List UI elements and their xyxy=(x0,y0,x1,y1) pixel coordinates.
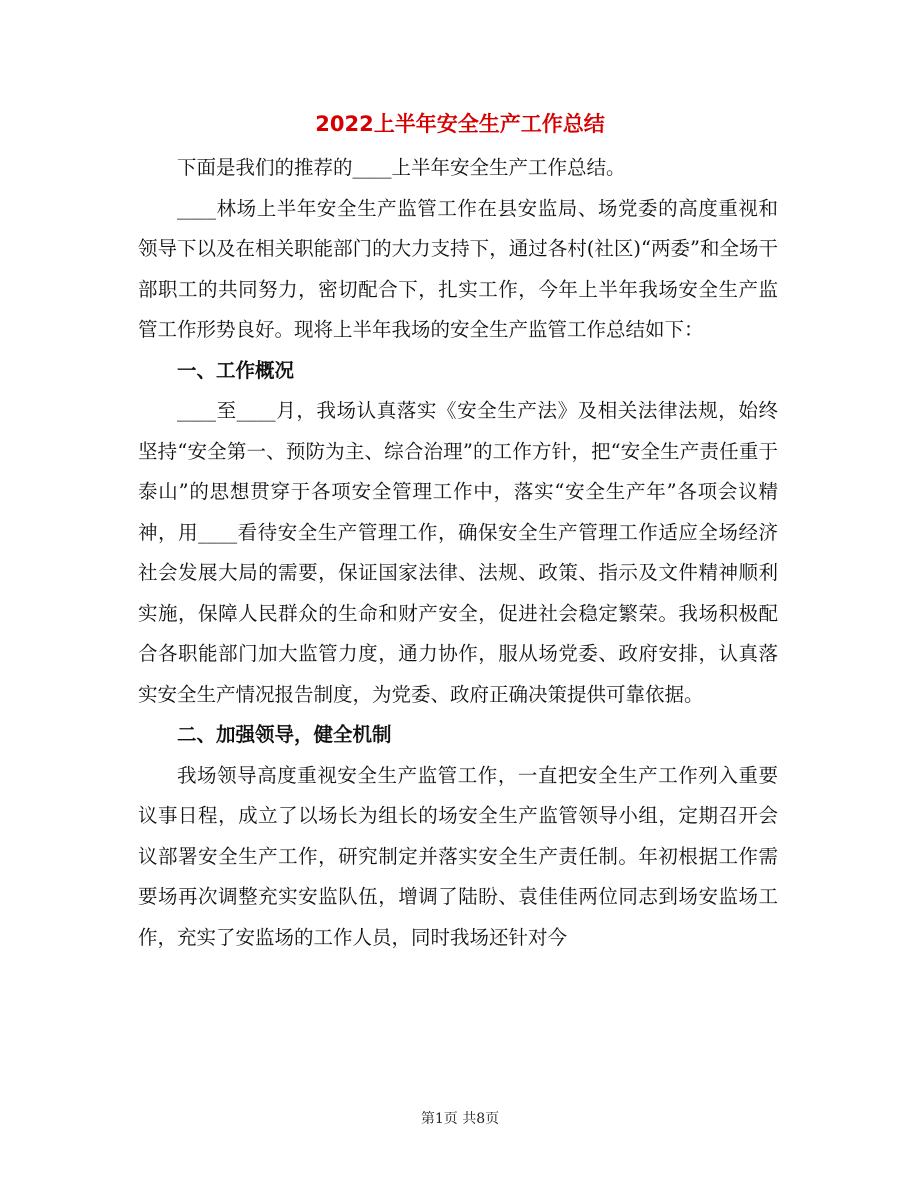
section-heading-work-overview: 一、工作概况 xyxy=(177,358,295,382)
document-body xyxy=(138,148,778,958)
section-heading-leadership: 二、加强领导，健全机制 xyxy=(177,723,392,746)
intro-paragraph: 下面是我们的推荐的____上半年安全生产工作总结。 xyxy=(177,156,626,179)
paragraph-overview: ____林场上半年安全生产监管工作在县安监局、场党委的高度重视和领导下以及在相关职能部门的大力支持下，通过各村(社区)“两委”和全场干部职工的共同努力，密切配合下，扎实工作，今年上半年我场安全生产监管工作形势良好。现将上半年我场的安全生产监管工作总结如下： xyxy=(138,196,778,341)
document-title: 2022上半年安全生产工作总结 xyxy=(315,112,605,136)
page-number: 第1页 共8页 xyxy=(420,1111,500,1127)
paragraph-work-overview: ____至____月，我场认真落实《安全生产法》及相关法律法规，始终坚持“安全第一、预防为主、综合治理”的工作方针，把“安全生产责任重于泰山”的思想贯穿于各项安全管理工作中，落实“安全生产年”各项会议精神，用____看待安全生产管理工作，确保安全生产管理工作适应全场经济社会发展大局的需要，保证国家法律、法规、政策、指示及文件精神顺利实施，保障人民群众的生命和财产安全，促进社会稳定繁荣。我场积极配合各职能部门加大监管力度，通力协作，服从场党委、政府安排，认真落实安全生产情况报告制度，为党委、政府正确决策提供可靠依据。 xyxy=(138,399,778,706)
paragraph-leadership: 我场领导高度重视安全生产监管工作，一直把安全生产工作列入重要议事日程，成立了以场长为组长的场安全生产监管领导小组，定期召开会议部署安全生产工作，研究制定并落实安全生产责任制。年初根据工作需要场再次调整充实安监队伍，增调了陆盼、袁佳佳两位同志到场安监场工作，充实了安监场的工作人员，同时我场还针对今 xyxy=(138,763,778,949)
